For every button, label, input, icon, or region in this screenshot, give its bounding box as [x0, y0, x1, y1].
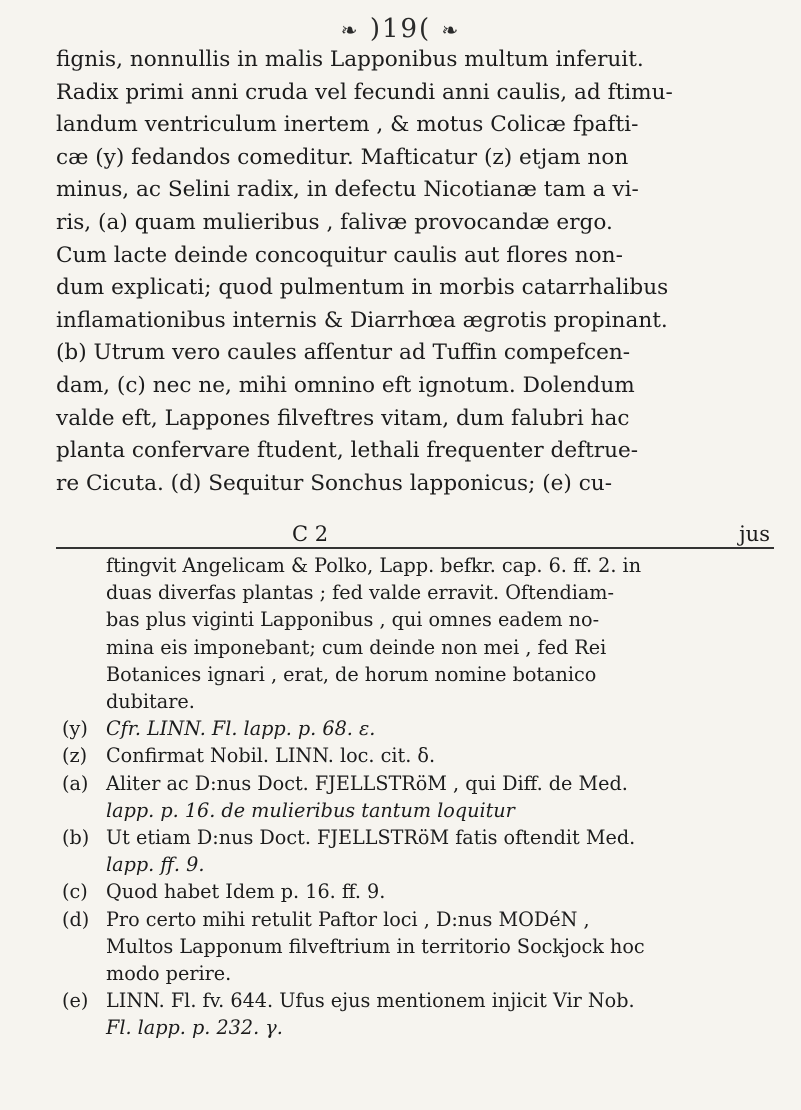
footnote-line: Quod habet Idem p. 16. ff. 9.: [106, 880, 386, 904]
footnote-line: bas plus viginti Lapponibus , qui omnes eadem no-: [106, 608, 600, 632]
footnote-marker: (a): [62, 771, 89, 795]
footnote-line: Pro certo mihi retulit Paftor loci , D:nus MODéN ,: [106, 907, 590, 931]
text-line: dum explicati; quod pulmentum in morbis catarrhalibus: [56, 275, 669, 301]
text-line: cæ (y) fedandos comeditur. Mafticatur (z) etjam non: [56, 144, 629, 170]
footnote-marker: (c): [62, 880, 88, 904]
footnote-marker: (b): [62, 826, 90, 850]
footnote-line: Fl. lapp. p. 232. γ.: [106, 1016, 283, 1040]
text-line: valde eft, Lappones filveftres vitam, dum falubri hac: [56, 405, 630, 431]
text-line: re Cicuta. (d) Sequitur Sonchus lapponicus; (e) cu-: [56, 470, 612, 496]
right-ornament-icon: ❧: [441, 18, 461, 42]
text-line: planta confervare ftudent, lethali frequenter deftrue-: [56, 438, 639, 464]
page-header: [0, 14, 801, 48]
footnote-marker: (d): [62, 907, 90, 931]
footnote-b: [62, 824, 774, 878]
footnote-line: lapp. ff. 9.: [106, 853, 205, 877]
footnote-d: [62, 906, 774, 988]
footnote-line: Aliter ac D:nus Doct. FJELLSTRöM , qui Diff. de Med.: [106, 771, 628, 795]
catchword: jus: [739, 522, 770, 546]
text-line: minus, ac Selini radix, in defectu Nicotianæ tam a vi-: [56, 177, 639, 203]
footnote-line: Multos Lapponum filveftrium in territorio Sockjock hoc: [106, 934, 645, 958]
text-line: landum ventriculum inertem , & motus Colicæ fpafti-: [56, 112, 639, 138]
text-line: ris, (a) quam mulieribus , falivæ provocandæ ergo.: [56, 209, 613, 235]
footnote-line: Cfr. LINN. Fl. lapp. p. 68. ε.: [106, 717, 376, 741]
text-line: fignis, nonnullis in malis Lapponibus multum inferuit.: [56, 47, 644, 72]
text-line: dam, (c) nec ne, mihi omnino eft ignotum. Dolendum: [56, 372, 635, 398]
text-line: Cum lacte deinde concoquitur caulis aut flores non-: [56, 242, 623, 268]
footnote: [62, 552, 774, 715]
footnote-line: mina eis imponebant; cum deinde non mei , fed Rei: [106, 635, 607, 659]
footnote-a: [62, 770, 774, 824]
footnote-c: [62, 878, 774, 905]
footnote-line: Botanices ignari , erat, de horum nomine botanico: [106, 662, 597, 686]
signature-mark: C 2: [292, 522, 329, 546]
footnote-line: ftingvit Angelicam & Polko, Lapp. befkr. cap. 6. ff. 2. in: [106, 554, 642, 577]
left-ornament-icon: ❧: [340, 18, 360, 42]
text-line: (b) Utrum vero caules afſentur ad Tuffin compefcen-: [56, 340, 631, 366]
footnote-line: Confirmat Nobil. LINN. loc. cit. δ.: [106, 744, 436, 768]
footnote-line: Ut etiam D:nus Doct. FJELLSTRöM fatis oftendit Med.: [106, 826, 636, 850]
footnote-y: [62, 715, 774, 742]
footnote-divider: [56, 547, 774, 549]
main-text: [56, 44, 774, 500]
page-number: )19(: [369, 14, 432, 44]
footnote-z: [62, 742, 774, 769]
text-line: inflamationibus internis & Diarrhœa ægrotis propinant.: [56, 307, 668, 333]
footnote-line: LINN. Fl. fv. 644. Ufus ejus mentionem injicit Vir Nob.: [106, 989, 635, 1013]
footnote-line: duas diverfas plantas ; fed valde erravit. Oftendiam-: [106, 581, 614, 605]
footnote-line: dubitare.: [106, 690, 195, 714]
footnote-line: modo perire.: [106, 962, 232, 986]
text-line: Radix primi anni cruda vel fecundi anni caulis, ad ftimu-: [56, 79, 673, 105]
footnote-line: lapp. p. 16. de mulieribus tantum loquitur: [106, 798, 515, 822]
footnote-e: [62, 987, 774, 1041]
footnote-marker: (y): [62, 717, 88, 741]
footnote-marker: (e): [62, 989, 89, 1013]
footnotes: [62, 552, 774, 1042]
footnote-marker: (z): [62, 744, 88, 768]
